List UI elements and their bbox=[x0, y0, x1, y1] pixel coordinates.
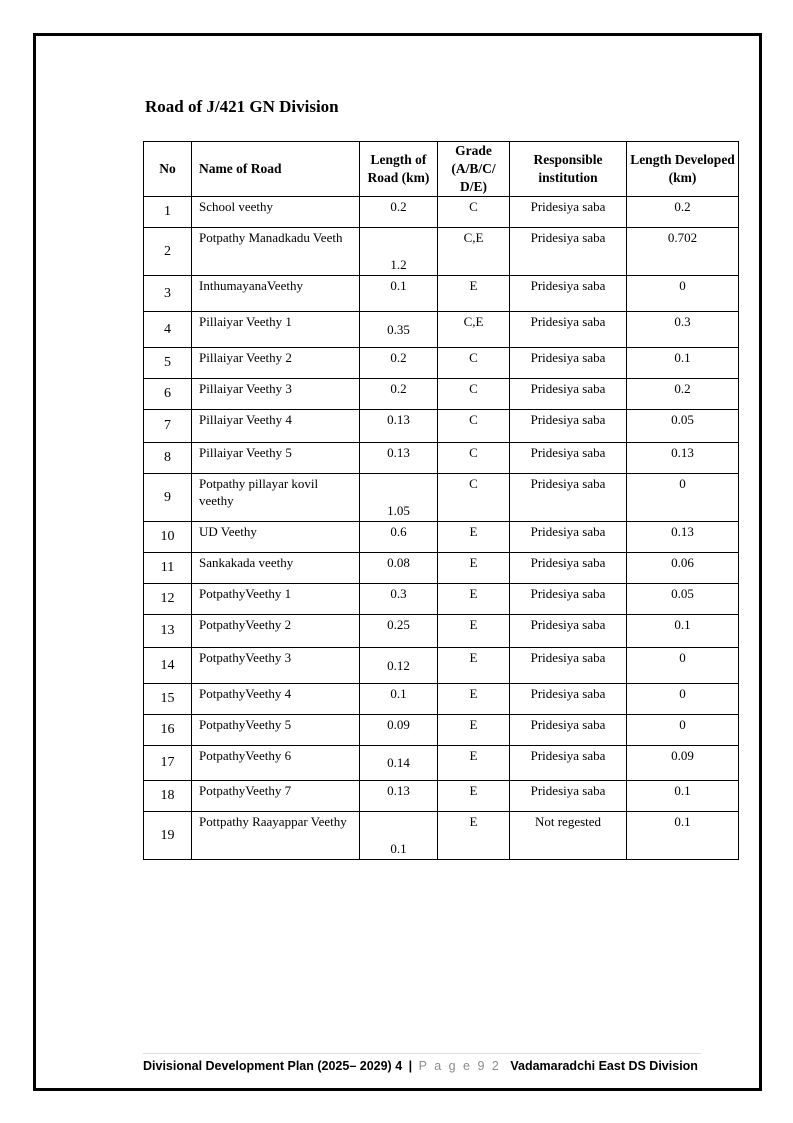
responsible-institution-cell: Pridesiya saba bbox=[510, 781, 627, 812]
table-row bbox=[144, 553, 739, 584]
length-developed-cell: 0.05 bbox=[627, 410, 739, 443]
page-footer bbox=[143, 1053, 701, 1073]
road-grade-cell: E bbox=[438, 553, 510, 584]
road-name-cell: Pottpathy Raayappar Veethy bbox=[192, 812, 360, 860]
road-length-cell: 0.6 bbox=[360, 522, 438, 553]
table-row bbox=[144, 379, 739, 410]
responsible-institution-cell: Pridesiya saba bbox=[510, 197, 627, 228]
row-number-cell: 14 bbox=[144, 648, 192, 684]
road-grade-cell: E bbox=[438, 715, 510, 746]
page-title: Road of J/421 GN Division bbox=[145, 97, 339, 116]
row-number-cell: 13 bbox=[144, 615, 192, 648]
road-grade-cell: E bbox=[438, 746, 510, 781]
road-name-cell: PotpathyVeethy 4 bbox=[192, 684, 360, 715]
row-number-cell: 18 bbox=[144, 781, 192, 812]
road-name-cell: Sankakada veethy bbox=[192, 553, 360, 584]
road-length-cell: 0.14 bbox=[360, 746, 438, 781]
road-grade-cell: E bbox=[438, 615, 510, 648]
row-number-cell: 16 bbox=[144, 715, 192, 746]
road-name-cell: Pillaiyar Veethy 2 bbox=[192, 348, 360, 379]
road-length-cell: 0.13 bbox=[360, 781, 438, 812]
road-name-cell: Pillaiyar Veethy 1 bbox=[192, 312, 360, 348]
road-length-cell: 0.13 bbox=[360, 443, 438, 474]
table-row bbox=[144, 684, 739, 715]
responsible-institution-cell: Pridesiya saba bbox=[510, 443, 627, 474]
table-row bbox=[144, 348, 739, 379]
row-number-cell: 11 bbox=[144, 553, 192, 584]
road-grade-cell: C,E bbox=[438, 228, 510, 276]
row-number-cell: 5 bbox=[144, 348, 192, 379]
header-length-of-road: Length of Road (km) bbox=[360, 142, 438, 197]
road-length-cell: 1.05 bbox=[360, 474, 438, 522]
header-grade: Grade (A/B/C/ D/E) bbox=[438, 142, 510, 197]
road-length-cell: 0.1 bbox=[360, 684, 438, 715]
responsible-institution-cell: Not regested bbox=[510, 812, 627, 860]
row-number-cell: 7 bbox=[144, 410, 192, 443]
responsible-institution-cell: Pridesiya saba bbox=[510, 715, 627, 746]
table-row bbox=[144, 715, 739, 746]
footer-page-number: P a g e 9 2 bbox=[418, 1059, 501, 1073]
row-number-cell: 12 bbox=[144, 584, 192, 615]
length-developed-cell: 0 bbox=[627, 648, 739, 684]
road-length-cell: 0.08 bbox=[360, 553, 438, 584]
length-developed-cell: 0 bbox=[627, 684, 739, 715]
road-length-cell: 0.25 bbox=[360, 615, 438, 648]
length-developed-cell: 0.1 bbox=[627, 781, 739, 812]
road-name-cell: School veethy bbox=[192, 197, 360, 228]
length-developed-cell: 0.13 bbox=[627, 522, 739, 553]
road-grade-cell: E bbox=[438, 684, 510, 715]
road-name-cell: PotpathyVeethy 7 bbox=[192, 781, 360, 812]
table-row bbox=[144, 197, 739, 228]
responsible-institution-cell: Pridesiya saba bbox=[510, 584, 627, 615]
length-developed-cell: 0.1 bbox=[627, 812, 739, 860]
responsible-institution-cell: Pridesiya saba bbox=[510, 615, 627, 648]
road-grade-cell: C bbox=[438, 197, 510, 228]
road-grade-cell: C,E bbox=[438, 312, 510, 348]
length-developed-cell: 0 bbox=[627, 474, 739, 522]
table-row bbox=[144, 276, 739, 312]
road-name-cell: Potpathy pillayar kovil veethy bbox=[192, 474, 360, 522]
header-length-developed: Length Developed (km) bbox=[627, 142, 739, 197]
row-number-cell: 19 bbox=[144, 812, 192, 860]
row-number-cell: 3 bbox=[144, 276, 192, 312]
road-length-cell: 0.3 bbox=[360, 584, 438, 615]
road-grade-cell: C bbox=[438, 474, 510, 522]
table-row bbox=[144, 648, 739, 684]
road-grade-cell: C bbox=[438, 379, 510, 410]
road-name-cell: PotpathyVeethy 3 bbox=[192, 648, 360, 684]
row-number-cell: 15 bbox=[144, 684, 192, 715]
road-length-cell: 0.35 bbox=[360, 312, 438, 348]
roads-table-body bbox=[144, 197, 739, 860]
row-number-cell: 2 bbox=[144, 228, 192, 276]
length-developed-cell: 0.1 bbox=[627, 615, 739, 648]
road-grade-cell: E bbox=[438, 522, 510, 553]
road-grade-cell: C bbox=[438, 348, 510, 379]
row-number-cell: 9 bbox=[144, 474, 192, 522]
responsible-institution-cell: Pridesiya saba bbox=[510, 648, 627, 684]
table-row bbox=[144, 746, 739, 781]
road-grade-cell: E bbox=[438, 812, 510, 860]
responsible-institution-cell: Pridesiya saba bbox=[510, 312, 627, 348]
road-length-cell: 1.2 bbox=[360, 228, 438, 276]
road-length-cell: 0.13 bbox=[360, 410, 438, 443]
road-name-cell: Potpathy Manadkadu Veeth bbox=[192, 228, 360, 276]
road-length-cell: 0.09 bbox=[360, 715, 438, 746]
roads-table bbox=[143, 141, 739, 860]
road-grade-cell: E bbox=[438, 276, 510, 312]
row-number-cell: 8 bbox=[144, 443, 192, 474]
table-row bbox=[144, 615, 739, 648]
road-name-cell: Pillaiyar Veethy 4 bbox=[192, 410, 360, 443]
length-developed-cell: 0.1 bbox=[627, 348, 739, 379]
road-length-cell: 0.2 bbox=[360, 197, 438, 228]
table-header-row bbox=[144, 142, 739, 197]
road-grade-cell: C bbox=[438, 443, 510, 474]
table-row bbox=[144, 312, 739, 348]
responsible-institution-cell: Pridesiya saba bbox=[510, 522, 627, 553]
road-length-cell: 0.12 bbox=[360, 648, 438, 684]
road-length-cell: 0.1 bbox=[360, 812, 438, 860]
road-name-cell: PotpathyVeethy 5 bbox=[192, 715, 360, 746]
table-row bbox=[144, 228, 739, 276]
length-developed-cell: 0.2 bbox=[627, 379, 739, 410]
length-developed-cell: 0 bbox=[627, 276, 739, 312]
row-number-cell: 17 bbox=[144, 746, 192, 781]
header-no: No bbox=[144, 142, 192, 197]
road-grade-cell: C bbox=[438, 410, 510, 443]
responsible-institution-cell: Pridesiya saba bbox=[510, 553, 627, 584]
table-row bbox=[144, 522, 739, 553]
responsible-institution-cell: Pridesiya saba bbox=[510, 379, 627, 410]
road-grade-cell: E bbox=[438, 648, 510, 684]
road-length-cell: 0.2 bbox=[360, 348, 438, 379]
row-number-cell: 1 bbox=[144, 197, 192, 228]
length-developed-cell: 0.09 bbox=[627, 746, 739, 781]
length-developed-cell: 0.05 bbox=[627, 584, 739, 615]
road-length-cell: 0.2 bbox=[360, 379, 438, 410]
road-grade-cell: E bbox=[438, 584, 510, 615]
row-number-cell: 4 bbox=[144, 312, 192, 348]
footer-separator: | bbox=[408, 1059, 413, 1073]
row-number-cell: 6 bbox=[144, 379, 192, 410]
length-developed-cell: 0.2 bbox=[627, 197, 739, 228]
footer-plan-title: Divisional Development Plan (2025– 2029) 4 bbox=[143, 1059, 403, 1073]
road-name-cell: PotpathyVeethy 1 bbox=[192, 584, 360, 615]
road-grade-cell: E bbox=[438, 781, 510, 812]
responsible-institution-cell: Pridesiya saba bbox=[510, 276, 627, 312]
table-row bbox=[144, 443, 739, 474]
table-row bbox=[144, 474, 739, 522]
length-developed-cell: 0.3 bbox=[627, 312, 739, 348]
length-developed-cell: 0.13 bbox=[627, 443, 739, 474]
road-name-cell: UD Veethy bbox=[192, 522, 360, 553]
header-responsible-institution: Responsible institution bbox=[510, 142, 627, 197]
row-number-cell: 10 bbox=[144, 522, 192, 553]
responsible-institution-cell: Pridesiya saba bbox=[510, 746, 627, 781]
length-developed-cell: 0.06 bbox=[627, 553, 739, 584]
table-row bbox=[144, 812, 739, 860]
responsible-institution-cell: Pridesiya saba bbox=[510, 348, 627, 379]
responsible-institution-cell: Pridesiya saba bbox=[510, 474, 627, 522]
header-name-of-road: Name of Road bbox=[192, 142, 360, 197]
responsible-institution-cell: Pridesiya saba bbox=[510, 410, 627, 443]
road-name-cell: PotpathyVeethy 2 bbox=[192, 615, 360, 648]
road-name-cell: InthumayanaVeethy bbox=[192, 276, 360, 312]
table-row bbox=[144, 410, 739, 443]
responsible-institution-cell: Pridesiya saba bbox=[510, 684, 627, 715]
responsible-institution-cell: Pridesiya saba bbox=[510, 228, 627, 276]
road-length-cell: 0.1 bbox=[360, 276, 438, 312]
road-name-cell: Pillaiyar Veethy 3 bbox=[192, 379, 360, 410]
road-name-cell: Pillaiyar Veethy 5 bbox=[192, 443, 360, 474]
table-row bbox=[144, 781, 739, 812]
road-name-cell: PotpathyVeethy 6 bbox=[192, 746, 360, 781]
table-row bbox=[144, 584, 739, 615]
length-developed-cell: 0 bbox=[627, 715, 739, 746]
footer-division: Vadamaradchi East DS Division bbox=[510, 1059, 698, 1073]
length-developed-cell: 0.702 bbox=[627, 228, 739, 276]
